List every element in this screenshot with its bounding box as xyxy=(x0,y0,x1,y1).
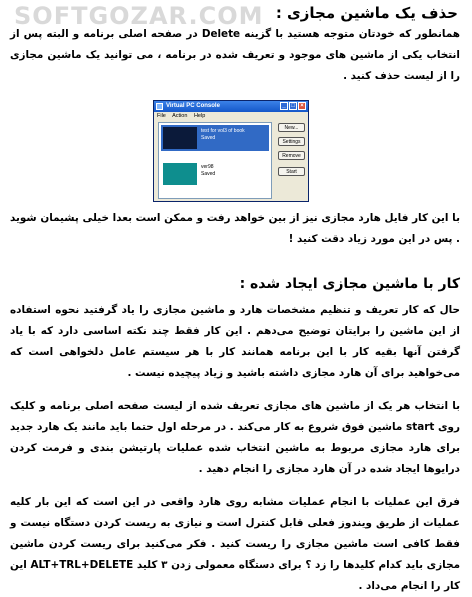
close-icon[interactable]: × xyxy=(298,102,306,110)
virtual-pc-console-window xyxy=(153,100,309,202)
paragraph-working-intro: حال که کار تعریف و تنظیم مشخصات هارد و ماشین مجازی را یاد گرفتید نحوه استفاده از این ماشین را برایتان توضیح می‌دهم . این کار فقط چند نکته اساسی دارد که با یاد گرفتن آنها بقیه کار با این برنامه همانند کار با هر سیستم عامل دلخواهی است که می‌خواهید برای آن هارد مجازی داشته باشید و زیاد پیچیده نیست . xyxy=(10,304,460,379)
vm-status: Saved xyxy=(201,171,216,177)
start-button[interactable]: Start xyxy=(278,167,305,176)
heading-delete-vm: حذف یک ماشین مجازی : xyxy=(275,4,458,22)
app-icon xyxy=(156,103,163,110)
settings-button[interactable]: Settings xyxy=(278,137,305,146)
paragraph-delete-intro: همانطور که خودتان متوجه هستید با گزینه Delete در صفحه اصلی برنامه و البته پس از انتخاب یکی از ماشین های موجود و تعریف شده در برنامه ، می توانید یک ماشین مجازی را از لیست حذف کنید . xyxy=(10,28,460,82)
vm-thumbnail xyxy=(163,127,197,149)
remove-button[interactable]: Remove xyxy=(278,151,305,160)
paragraph-start-vm: با انتخاب هر یک از ماشین های مجازی تعریف شده از لیست صفحه اصلی برنامه و کلیک روی start ماشین فوق شروع به کار می‌کند . در مرحله اول حتما باید مانند یک هارد جدید برای هارد مجازی مربوط به ماشین انتخاب شده عملیات پارتیشن بندی و فرمت کردن درایوها ایجاد شده در آن هارد مجازی را انجام دهید . xyxy=(10,400,460,475)
console-menubar xyxy=(154,112,308,120)
paragraph-delete-warning: با این کار فایل هارد مجازی نیز از بین خواهد رفت و ممکن است بعدا خیلی پشیمان شوید . پس در این مورد زیاد دقت کنید ! xyxy=(10,212,460,245)
new-button[interactable]: New... xyxy=(278,123,305,132)
menu-help[interactable]: Help xyxy=(193,113,206,119)
vm-thumbnail xyxy=(163,163,197,185)
vm-name: ver98 xyxy=(201,164,214,170)
paragraph-reset-vm: فرق این عملیات با انجام عملیات مشابه روی هارد واقعی در این است که این بار کلیه عملیات از طریق ویندوز فعلی قابل کنترل است و نیازی به ریست کردن دستگاه نیست و فقط کافی است ماشین مجازی را ریست کنید . فکر می‌کنید برای ریست کردن ماشین مجازی باید کدام کلیدها را زد ؟ برای دستگاه معمولی زدن ۳ کلید ALT+TRL+DELETE این کار را انجام می‌داد . xyxy=(10,496,461,592)
vm-list-item[interactable] xyxy=(161,125,269,151)
vm-name: test for vol3 of book xyxy=(201,128,245,134)
menu-file[interactable]: File xyxy=(157,113,166,119)
heading-working-with-vm: کار با ماشین مجازی ایجاد شده : xyxy=(239,276,460,292)
maximize-icon[interactable]: □ xyxy=(289,102,297,110)
vm-list[interactable] xyxy=(158,122,272,199)
vm-status: Saved xyxy=(201,135,216,141)
vm-list-item[interactable] xyxy=(161,161,269,187)
menu-action[interactable]: Action xyxy=(172,113,188,119)
watermark-logo: SOFTGOZAR.COM xyxy=(14,2,264,30)
minimize-icon[interactable]: _ xyxy=(280,102,288,110)
console-titlebar xyxy=(154,101,308,112)
console-title: Virtual PC Console xyxy=(166,103,220,109)
